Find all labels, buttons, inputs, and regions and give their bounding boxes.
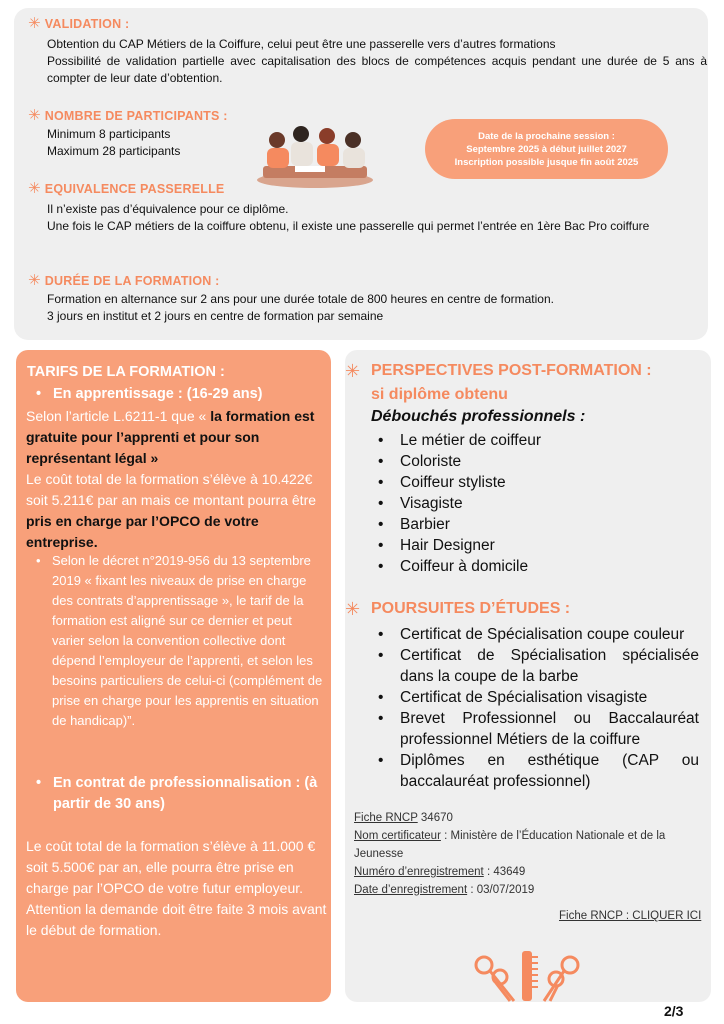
- participants-text: Minimum 8 participants Maximum 28 participants: [47, 127, 181, 158]
- equivalence-text: Il n’existe pas d’équivalence pour ce diplôme. Une fois le CAP métiers de la coiffure obtenu, il existe une passerelle qui permet l’entrée en 1ère Bac Pro coiffure: [47, 202, 650, 233]
- perspectives-card: [345, 350, 711, 1002]
- apprentissage-text-1: Selon l’article L.6211-1 que « la formation est gratuite pour l’apprenti et pour son représentant légal »: [26, 408, 315, 466]
- validation-title: ✳ VALIDATION :: [28, 15, 130, 32]
- debouches-title: Débouchés professionnels :: [371, 408, 586, 425]
- apprentissage-text-2: Le coût total de la formation s’élève à 10.422€ soit 5.211€ par an mais ce montant pourra être pris en charge par l’OPCO de votre entreprise.: [26, 471, 317, 550]
- debouches-list: [369, 430, 699, 577]
- list-item: • Visagiste: [378, 495, 463, 512]
- asterisk-icon: ✳: [28, 272, 41, 289]
- tarifs-card: [16, 350, 331, 1002]
- page-number: 2/3: [664, 1003, 684, 1019]
- duree-text: Formation en alternance sur 2 ans pour une durée totale de 800 heures en centre de formation. 3 jours en institut et 2 jours en centre de formation par semaine: [47, 292, 554, 323]
- asterisk-icon: ✳: [345, 599, 361, 619]
- poursuites-title: ✳ POURSUITES D’ÉTUDES :: [345, 599, 571, 619]
- list-item: • Barbier: [378, 516, 450, 533]
- rncp-link[interactable]: Fiche RNCP : CLIQUER ICI: [559, 910, 702, 922]
- list-item: • Certificat de Spécialisation visagiste: [378, 689, 648, 706]
- perspectives-subtitle: si diplôme obtenu: [371, 386, 508, 403]
- list-item: • Coiffeur styliste: [378, 474, 506, 491]
- apprentissage-heading: • En apprentissage : (16-29 ans): [36, 386, 263, 402]
- professionnalisation-heading: • En contrat de professionnalisation : (à partir de 30 ans): [36, 775, 318, 812]
- list-item: • Hair Designer: [378, 537, 495, 554]
- decret-text: • Selon le décret n°2019-956 du 13 septembre 2019 « fixant les niveaux de prise en charge des contrats d’apprentissage », le tarif de la formation est aligné sur ce dernier et peut varier selon la convention collective dont dépend l’employeur de l’apprenti, et selon les besoins particuliers de celui-ci (complément de prise en charge pour les apprentis en situation de handicap)”.: [36, 553, 323, 728]
- list-item: • Certificat de Spécialisation coupe couleur: [378, 626, 685, 643]
- asterisk-icon: ✳: [28, 180, 41, 197]
- rncp-info: Fiche RNCP 34670 Nom certificateur : Ministère de l’Éducation Nationale et de la Jeunesse Numéro d’enregistrement : 43649 Date d’enregistrement : 03/07/2019: [354, 812, 666, 896]
- students-illustration: [255, 122, 375, 190]
- list-item: • Certificat de Spécialisation spécialisée dans la coupe de la barbe: [378, 647, 699, 685]
- asterisk-icon: ✳: [28, 107, 41, 124]
- participants-title: ✳ NOMBRE DE PARTICIPANTS :: [28, 107, 228, 124]
- list-item: • Diplômes en esthétique (CAP ou baccalauréat professionnel): [378, 752, 699, 790]
- poursuites-list: [369, 624, 699, 792]
- validation-text: Obtention du CAP Métiers de la Coiffure, celui peut être une passerelle vers d’autres formations Possibilité de validation partielle avec capitalisation des blocs de compétences acquis pendant une durée de 5 ans à compter de leur date d’obtention.: [47, 37, 707, 85]
- list-item: • Le métier de coiffeur: [378, 432, 542, 449]
- next-session-badge: Date de la prochaine session : Septembre 2025 à début juillet 2027 Inscription possible jusque fin août 2025: [425, 119, 668, 179]
- asterisk-icon: ✳: [28, 15, 41, 32]
- list-item: • Coloriste: [378, 453, 462, 470]
- asterisk-icon: ✳: [345, 361, 361, 381]
- professionnalisation-text: Le coût total de la formation s’élève à 11.000 € soit 5.500€ par an, elle pourra être prise en charge par l’OPCO de votre futur employeur. Attention la demande doit être faite 3 mois avant le début de formation.: [26, 838, 327, 938]
- hairdresser-tools-icon: [470, 947, 590, 1003]
- equivalence-title: ✳ EQUIVALENCE PASSERELLE: [28, 180, 225, 197]
- list-item: • Coiffeur à domicile: [378, 558, 529, 575]
- list-item: • Brevet Professionnel ou Baccalauréat professionnel Métiers de la coiffure: [378, 710, 699, 748]
- tarifs-title: TARIFS DE LA FORMATION :: [27, 364, 225, 380]
- perspectives-title: ✳ PERSPECTIVES POST-FORMATION :: [345, 361, 652, 381]
- duree-title: ✳ DURÉE DE LA FORMATION :: [28, 272, 220, 289]
